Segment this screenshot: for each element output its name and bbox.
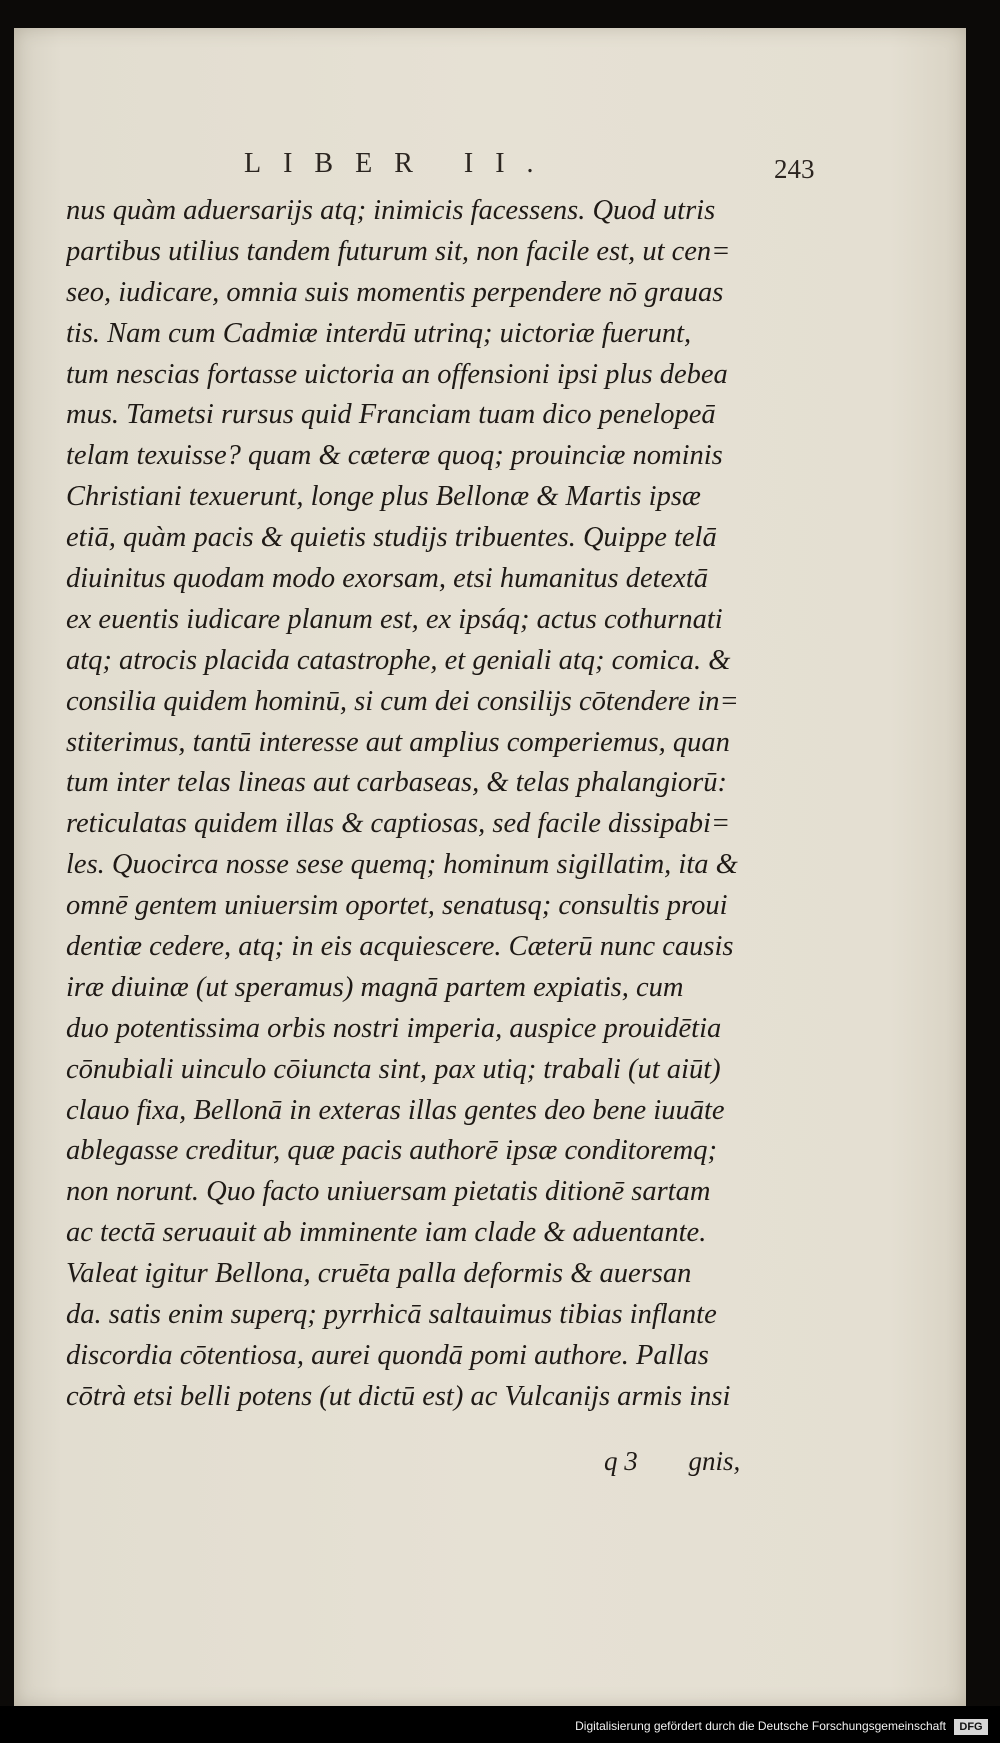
digitization-footer (0, 1706, 1000, 1743)
text-line: tum nescias fortasse uictoria an offensioni ipsi plus debea (66, 358, 728, 390)
text-line: ablegasse creditur, quæ pacis authorē ipsæ conditoremq; (66, 1135, 717, 1167)
text-line: diuinitus quodam modo exorsam, etsi humanitus detextā (66, 563, 708, 595)
text-line: da. satis enim superq; pyrrhicā saltauimus tibias inflante (66, 1299, 717, 1331)
running-title: LIBER II. (244, 148, 556, 179)
dfg-logo: DFG (954, 1719, 988, 1735)
text-line: non norunt. Quo facto uniuersam pietatis ditionē sartam (66, 1176, 711, 1208)
text-line: discordia cōtentiosa, aurei quondā pomi authore. Pallas (66, 1339, 709, 1371)
text-line: clauo fixa, Bellonā in exteras illas gentes deo bene iuuāte (66, 1094, 725, 1126)
text-line: duo potentissima orbis nostri imperia, auspice prouidētia (66, 1012, 722, 1044)
text-line: tum inter telas lineas aut carbaseas, & telas phalangiorū: (66, 767, 728, 799)
signature-mark: q 3 (604, 1446, 638, 1476)
page-number: 243 (774, 154, 815, 184)
text-line: consilia quidem hominū, si cum dei consilijs cōtendere in= (66, 685, 739, 717)
text-line: Christiani texuerunt, longe plus Bellonæ & Martis ipsæ (66, 481, 701, 513)
text-line: stiterimus, tantū interesse aut amplius comperiemus, quan (66, 726, 730, 758)
catchword-line (604, 1446, 740, 1477)
text-line: etiā, quàm pacis & quietis studijs tribuentes. Quippe telā (66, 522, 717, 554)
text-line: telam texuisse? quam & cæteræ quoq; prouinciæ nominis (66, 440, 723, 472)
text-line: iræ diuinæ (ut speramus) magnā partem expiatis, cum (66, 971, 684, 1003)
body-text (66, 191, 778, 1418)
footer-credit: Digitalisierung gefördert durch die Deutsche Forschungsgemeinschaft (575, 1719, 946, 1733)
text-line: reticulatas quidem illas & captiosas, sed facile dissipabi= (66, 808, 731, 840)
book-page (14, 28, 966, 1706)
text-line: cōnubiali uinculo cōiuncta sint, pax utiq; trabali (ut aiūt) (66, 1053, 721, 1085)
text-line: omnē gentem uniuersim oportet, senatusq; consultis proui (66, 890, 728, 922)
text-line: ac tectā seruauit ab imminente iam clade & aduentante. (66, 1217, 707, 1249)
text-line: nus quàm aduersarijs atq; inimicis facessens. Quod utris (66, 195, 716, 226)
text-line: seo, iudicare, omnia suis momentis perpendere nō grauas (66, 276, 724, 308)
text-line: partibus utilius tandem futurum sit, non facile est, ut cen= (66, 235, 731, 267)
catchword: gnis, (688, 1446, 741, 1476)
text-line: Valeat igitur Bellona, cruēta palla deformis & auersan (66, 1258, 692, 1290)
text-line: les. Quocirca nosse sese quemq; hominum sigillatim, ita & (66, 849, 738, 881)
text-line: dentiæ cedere, atq; in eis acquiescere. Cæterū nunc causis (66, 931, 734, 963)
text-line: mus. Tametsi rursus quid Franciam tuam dico penelopeā (66, 399, 716, 431)
text-line: cōtrà etsi belli potens (ut dictū est) ac Vulcanijs armis insi (66, 1380, 731, 1412)
text-line: atq; atrocis placida catastrophe, et geniali atq; comica. & (66, 644, 731, 676)
text-line: ex euentis iudicare planum est, ex ipsáq; actus cothurnati (66, 603, 723, 635)
text-line: tis. Nam cum Cadmiæ interdū utrinq; uictoriæ fuerunt, (66, 317, 692, 349)
